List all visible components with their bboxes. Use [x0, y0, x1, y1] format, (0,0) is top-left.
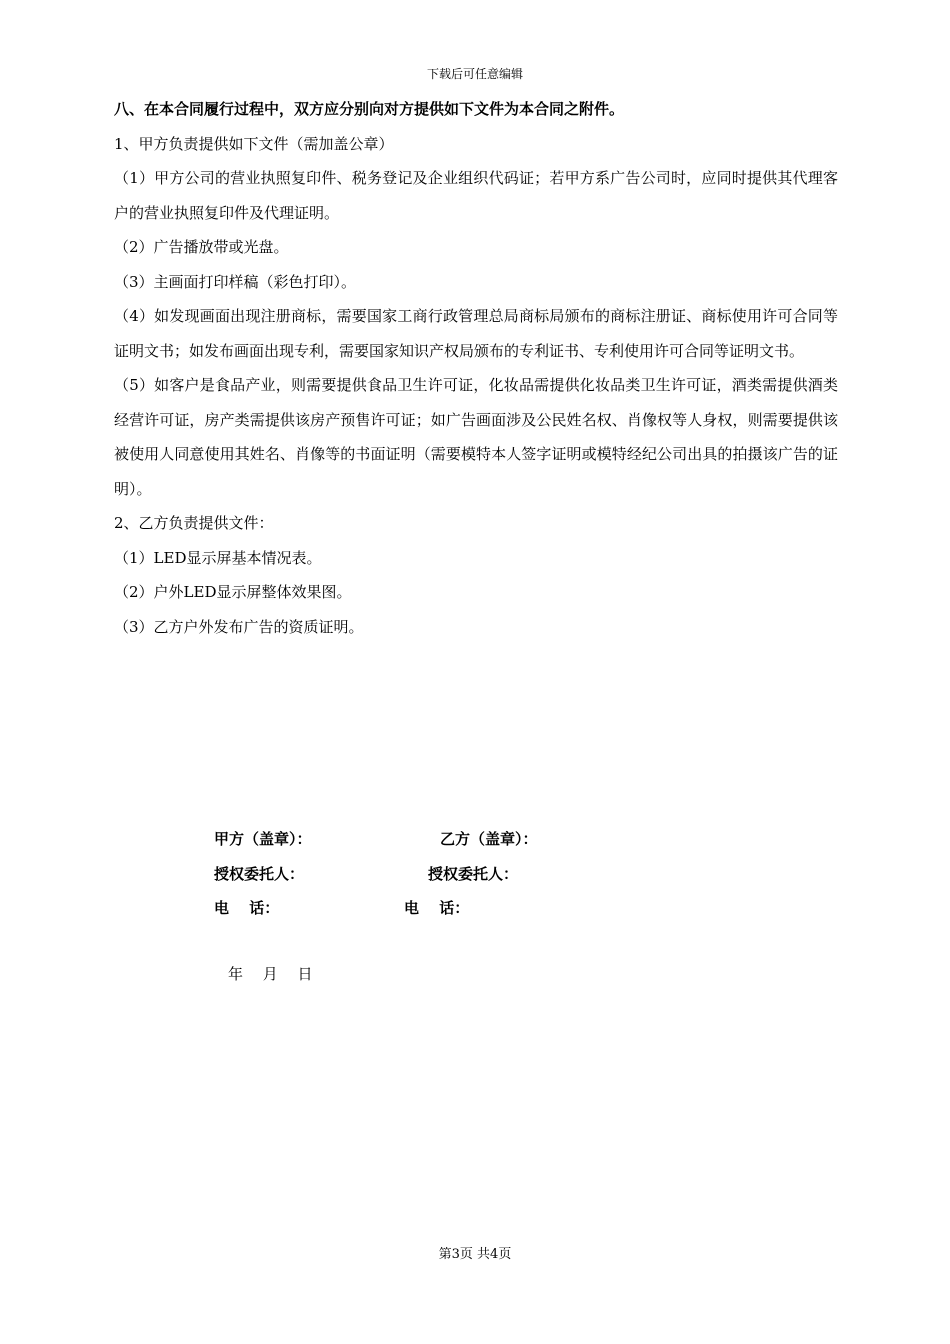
- party-a-seal-label: 甲方（盖章）：: [214, 830, 312, 848]
- party-a-item-3: （3）主画面打印样稿（彩色打印）。: [114, 272, 357, 291]
- party-a-phone-label: 电 话：: [214, 899, 280, 917]
- party-a-item-5: （5）如客户是食品产业，则需要提供食品卫生许可证，化妆品需提供化妆品类卫生许可证，酒类需提供酒类经营许可证，房产类需提供该房产预售许可证；如广告画面涉及公民姓名权、肖像权等人身权，则需要提供该被使用人同意使用其姓名、肖像等的书面证明（需要模特本人签字证明或模特经纪公司出具的拍摄该广告的证明）。: [114, 376, 838, 498]
- page-footer: 第3页 共4页: [438, 1247, 512, 1262]
- party-b-phone-label: 电 话：: [404, 899, 470, 917]
- section-title: 八、在本合同履行过程中，双方应分别向对方提供如下文件为本合同之附件。: [114, 100, 625, 118]
- party-b-item-3: （3）乙方户外发布广告的资质证明。: [114, 617, 364, 636]
- party-b-heading: 2、乙方负责提供文件：: [114, 514, 274, 532]
- contract-body: [114, 92, 838, 644]
- party-a-item-2: （2）广告播放带或光盘。: [114, 238, 289, 256]
- party-b-item-2: （2）户外LED显示屏整体效果图。: [114, 583, 352, 601]
- party-b-item-1: （1）LED显示屏基本情况表。: [114, 548, 322, 567]
- party-a-heading: 1、甲方负责提供如下文件（需加盖公章）: [114, 134, 394, 153]
- party-b-agent-label: 授权委托人：: [428, 864, 519, 883]
- party-b-seal-label: 乙方（盖章）：: [440, 830, 538, 848]
- date-line: 年 月 日: [228, 965, 313, 983]
- header-note: 下载后可任意编辑: [426, 67, 523, 81]
- party-a-item-1: （1）甲方公司的营业执照复印件、税务登记及企业组织代码证；若甲方系广告公司时，应同时提供其代理客户的营业执照复印件及代理证明。: [114, 169, 838, 222]
- party-a-agent-label: 授权委托人：: [214, 864, 305, 883]
- party-a-item-4: （4）如发现画面出现注册商标，需要国家工商行政管理总局商标局颁布的商标注册证、商标使用许可合同等证明文书；如发布画面出现专利，需要国家知识产权局颁布的专利证书、专利使用许可合同等证明文书。: [114, 307, 838, 360]
